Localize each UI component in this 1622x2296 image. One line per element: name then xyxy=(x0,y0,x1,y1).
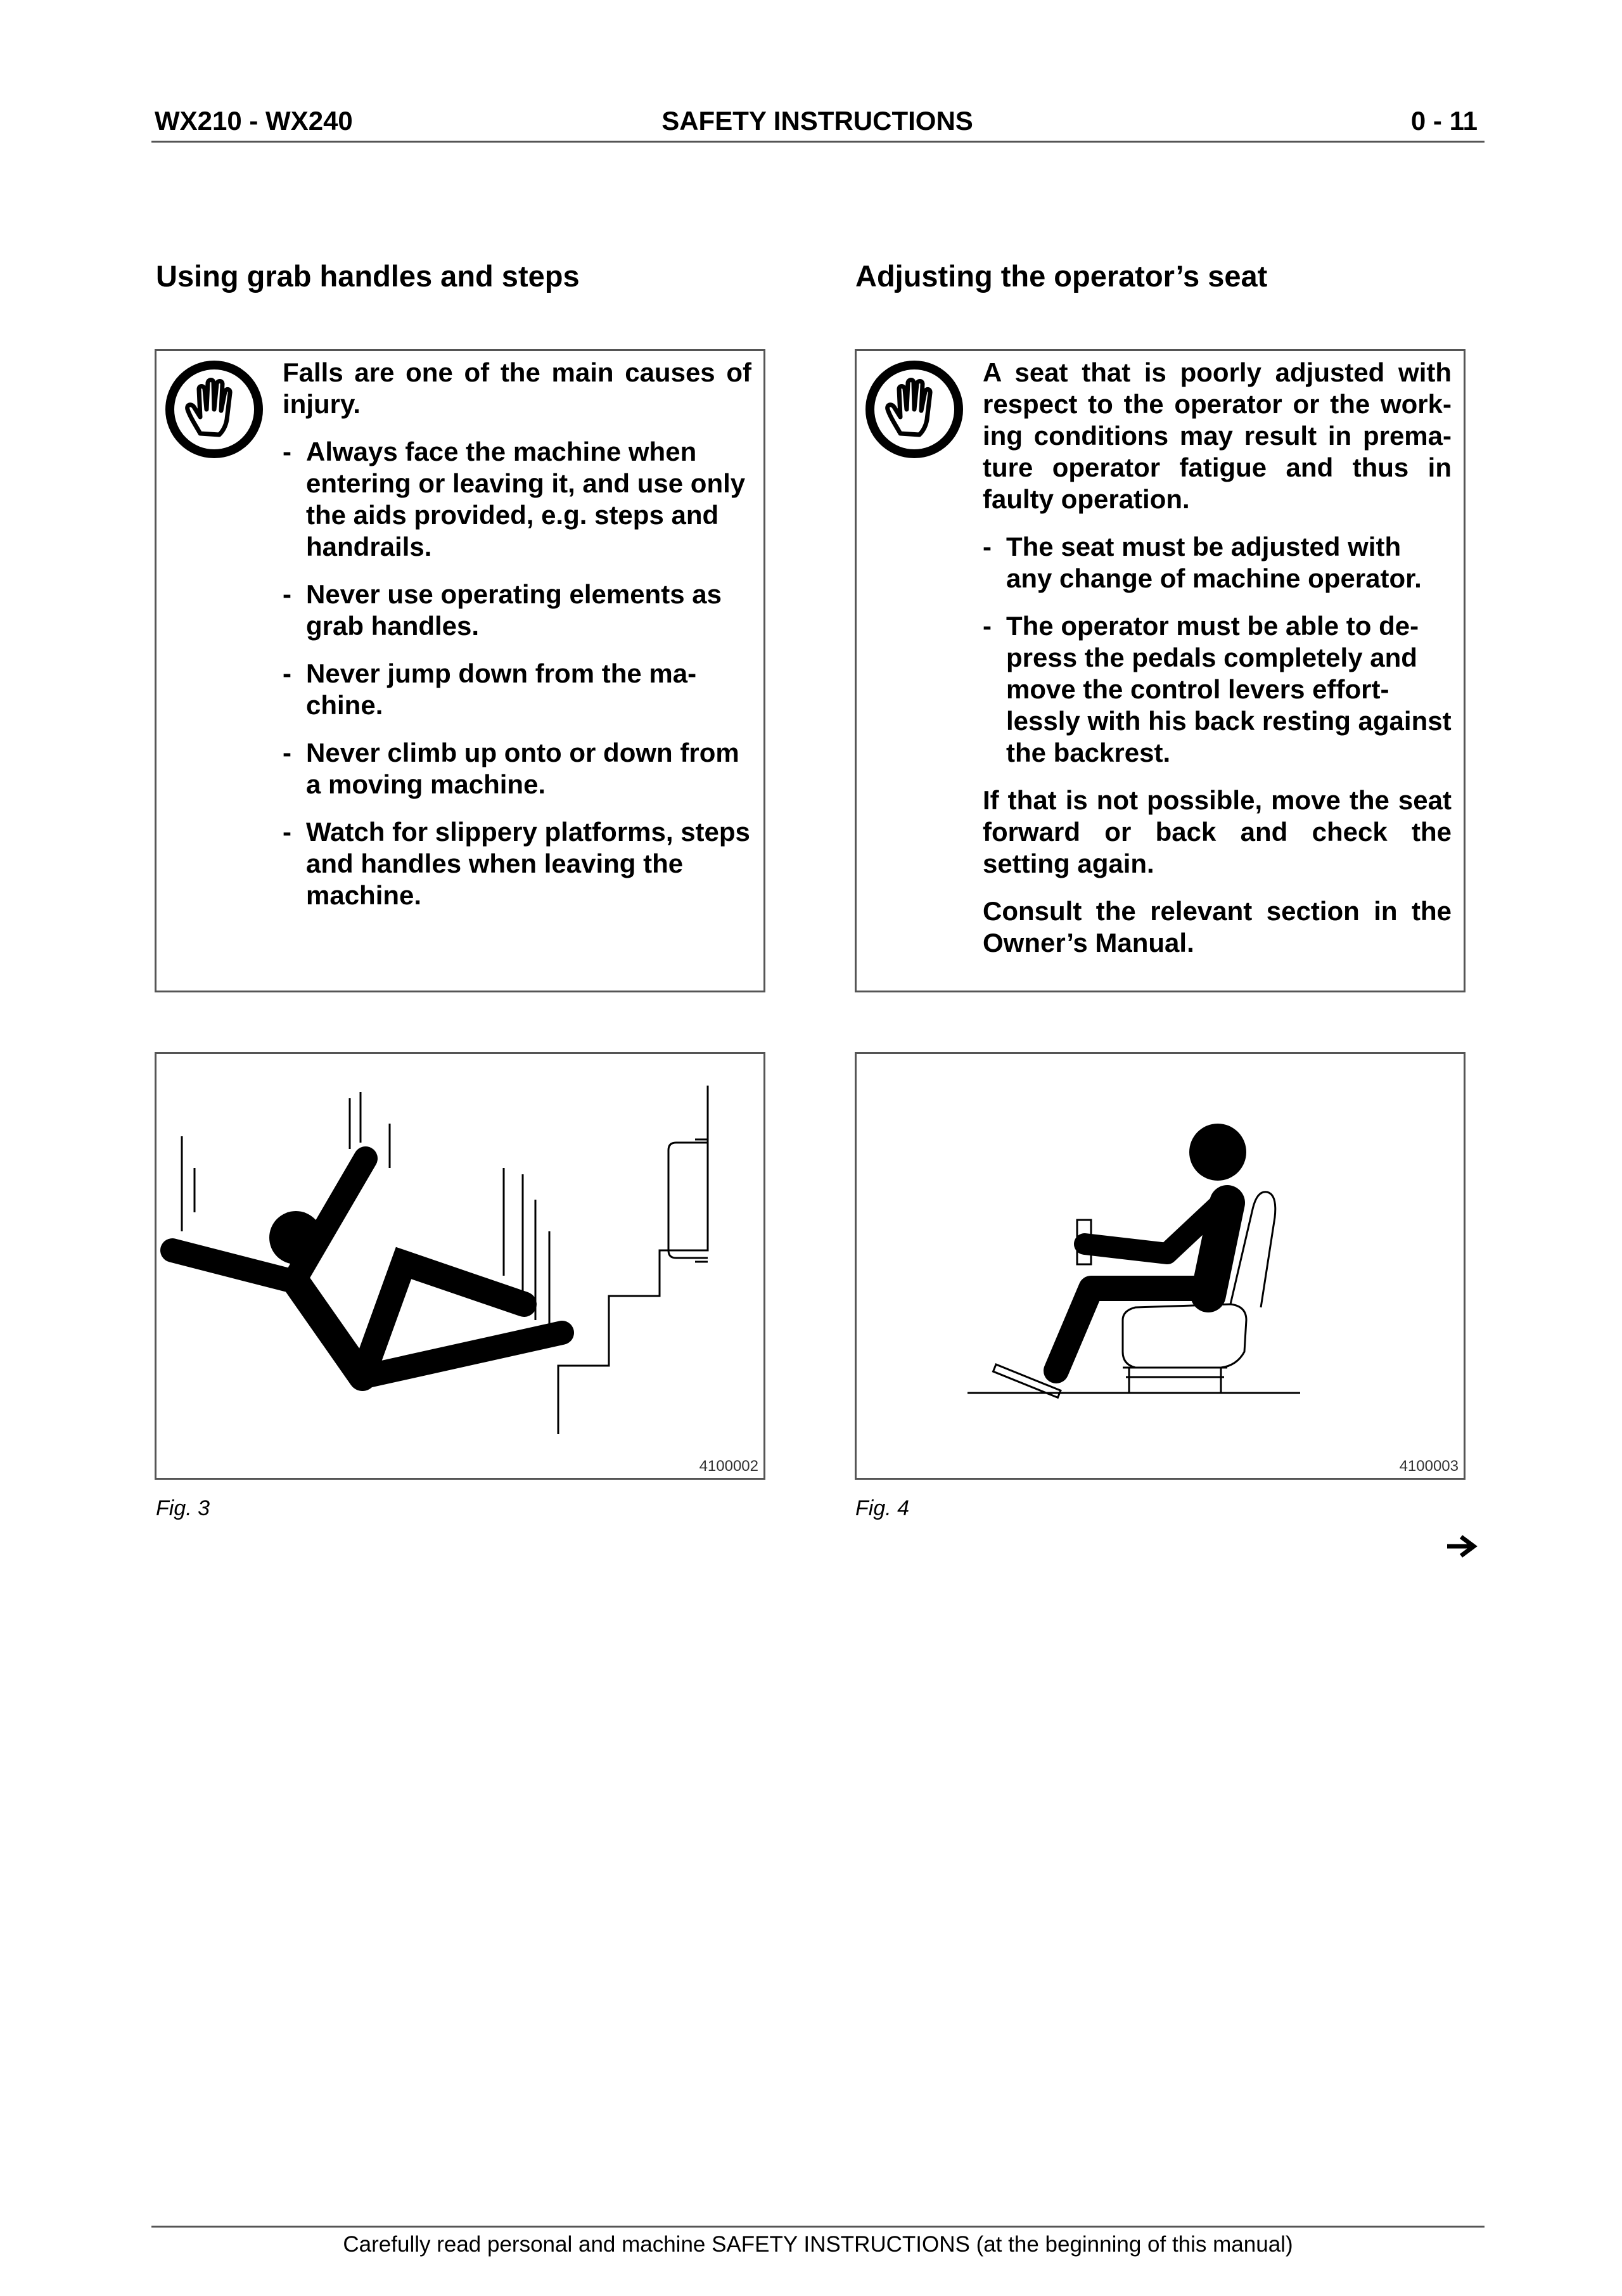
document-model: WX210 - WX240 xyxy=(155,106,353,136)
list-item: - Always face the machine when entering or leaving it, and use only the aids provided, e.g. steps and handrails. xyxy=(283,436,751,563)
figure-code: 4100003 xyxy=(1399,1458,1459,1475)
list-item: - The seat must be adjusted with any change of machine operator. xyxy=(983,531,1452,594)
footer-divider xyxy=(151,2226,1485,2228)
stop-hand-icon xyxy=(163,359,265,460)
figure-code: 4100002 xyxy=(699,1458,758,1475)
list-item: - Watch for slippery platforms, steps and handles when leaving the machine. xyxy=(283,816,751,911)
operator-seat-warning-text xyxy=(983,357,1452,975)
seated-operator-illustration xyxy=(857,1054,1464,1478)
list-item: - Never climb up onto or down from a moving machine. xyxy=(283,737,751,800)
warning-reference: Consult the relevant section in the Owner’s Manual. xyxy=(983,896,1452,958)
grab-handles-warning-text xyxy=(283,357,751,927)
footer-notice: Carefully read personal and machine SAFETY INSTRUCTIONS (at the beginning of this manual) xyxy=(343,2232,1293,2257)
warning-followup: If that is not possible, move the seat forward or back and check the setting again. xyxy=(983,785,1452,878)
figure-caption: Fig. 3 xyxy=(156,1496,210,1520)
grab-handles-heading: Using grab handles and steps xyxy=(156,259,580,293)
warning-bullet-list xyxy=(283,436,751,911)
warning-bullet-list xyxy=(983,531,1452,769)
page-number: 0 - 11 xyxy=(1410,106,1478,136)
falling-person-figure xyxy=(155,1052,765,1480)
falling-person-illustration xyxy=(156,1054,763,1478)
list-item: - Never jump down from the ma-chine. xyxy=(283,658,751,721)
operator-seat-heading: Adjusting the operator’s seat xyxy=(855,259,1268,293)
figure-caption: Fig. 4 xyxy=(855,1496,910,1520)
seated-operator-figure xyxy=(855,1052,1466,1480)
arrow-right-icon xyxy=(1445,1534,1478,1559)
list-item: - Never use operating elements as grab handles. xyxy=(283,579,751,642)
warning-intro: Falls are one of the main causes of injury. xyxy=(283,357,751,419)
header-divider xyxy=(151,141,1485,143)
warning-intro: A seat that is poorly adjusted with respect to the operator or the work-ing conditions may result in prema-ture operator fatigue and thus in faulty operation. xyxy=(983,357,1452,514)
list-item: - The operator must be able to de-press the pedals completely and move the control levers effort-lessly with his back resting against the backrest. xyxy=(983,610,1452,769)
stop-hand-icon xyxy=(864,359,965,460)
section-title: SAFETY INSTRUCTIONS xyxy=(661,106,973,136)
